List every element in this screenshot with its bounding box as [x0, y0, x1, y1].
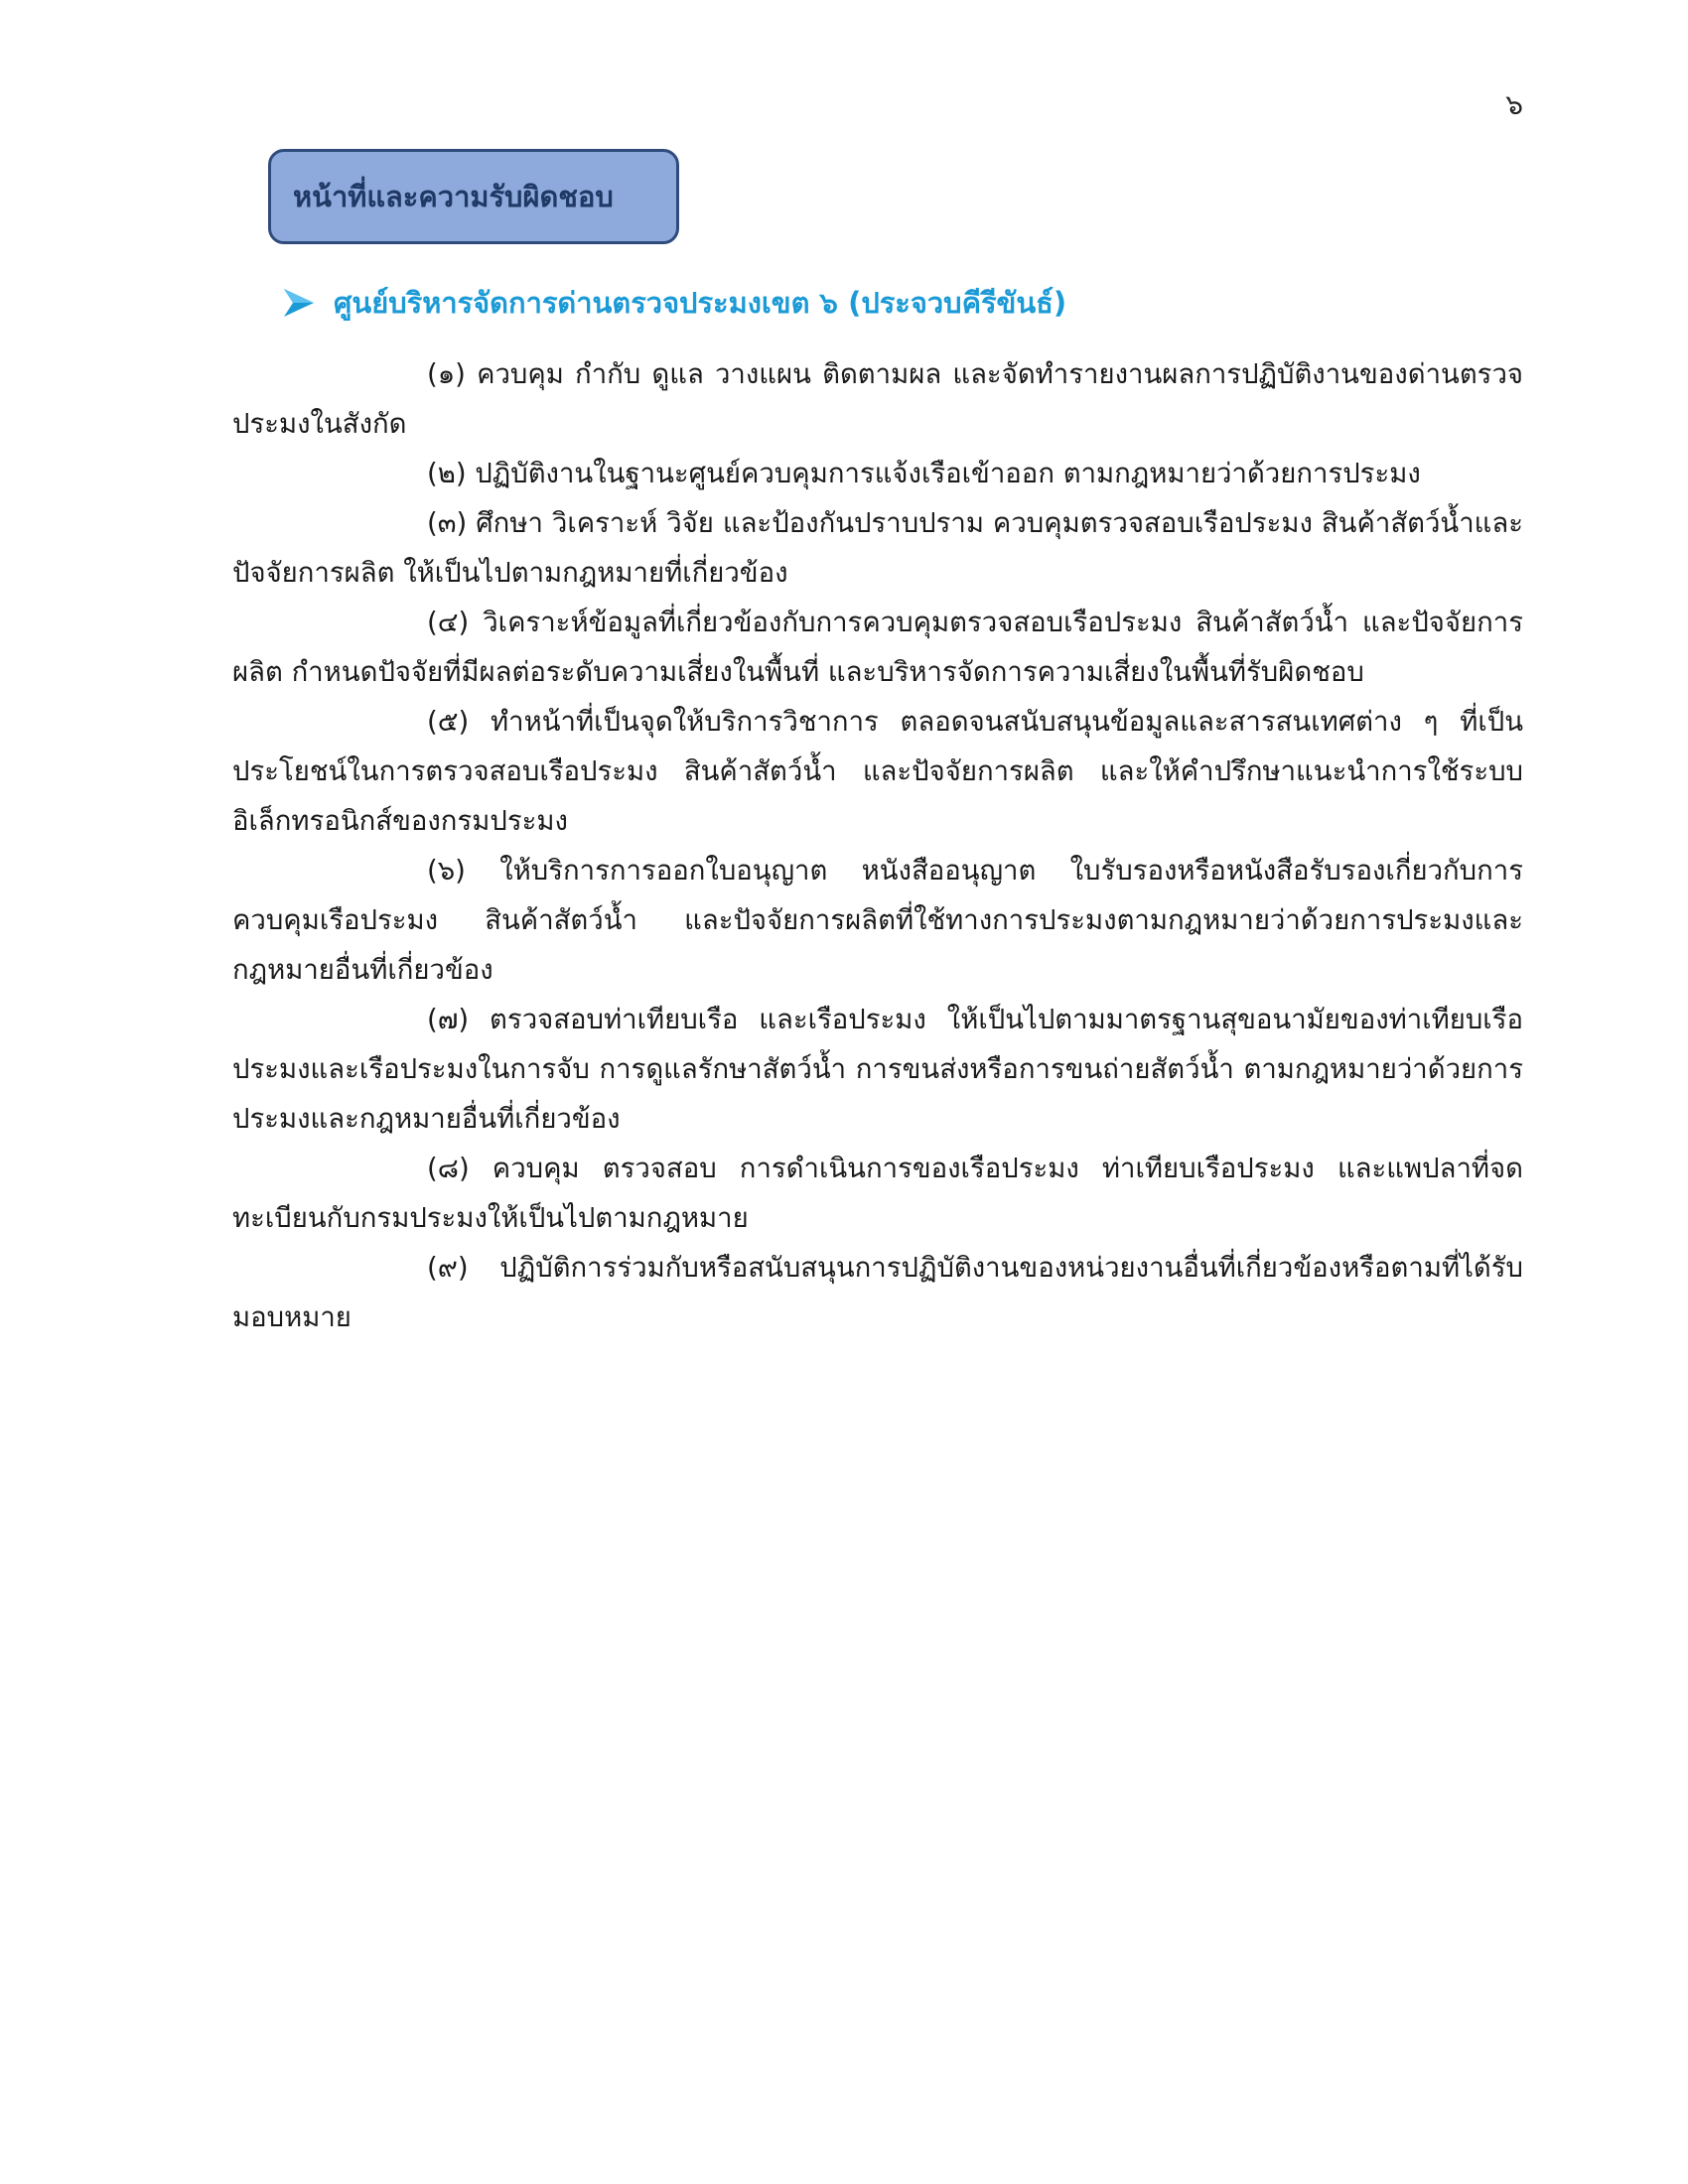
section-title-box [268, 149, 679, 244]
section-title: หน้าที่และความรับผิดชอบ [293, 180, 614, 213]
duty-item: (๗) ตรวจสอบท่าเทียบเรือ และเรือประมง ให้เป็นไปตามมาตรฐานสุขอนามัยของท่าเทียบเรือประมงและเรือประมงในการจับ การดูแลรักษาสัตว์น้ำ การขนส่งหรือการขนถ่ายสัตว์น้ำ ตามกฎหมายว่าด้วยการประมงและกฎหมายอื่นที่เกี่ยวข้อง [232, 1004, 1523, 1135]
duty-item: (๘) ควบคุม ตรวจสอบ การดำเนินการของเรือประมง ท่าเทียบเรือประมง และแพปลาที่จดทะเบียนกับกรมประมงให้เป็นไปตามกฎหมาย [232, 1153, 1523, 1234]
duties-list [232, 349, 1523, 1342]
unit-title: ศูนย์บริหารจัดการด่านตรวจประมงเขต ๖ (ประจวบคีรีขันธ์) [334, 286, 1067, 320]
duty-item: (๖) ให้บริการการออกใบอนุญาต หนังสืออนุญาต ใบรับรองหรือหนังสือรับรองเกี่ยวกับการควบคุมเรือประมง สินค้าสัตว์น้ำ และปัจจัยการผลิตที่ใช้ทางการประมงตามกฎหมายว่าด้วยการประมงและกฎหมายอื่นที่เกี่ยวข้อง [232, 855, 1523, 986]
page-number: ๖ [1505, 88, 1523, 121]
duty-item: (๔) วิเคราะห์ข้อมูลที่เกี่ยวข้องกับการควบคุมตรวจสอบเรือประมง สินค้าสัตว์น้ำ และปัจจัยการผลิต กำหนดปัจจัยที่มีผลต่อระดับความเสี่ยงในพื้นที่ และบริหารจัดการความเสี่ยงในพื้นที่รับผิดชอบ [232, 607, 1523, 688]
unit-heading [282, 280, 1066, 326]
duty-item: (๒) ปฏิบัติงานในฐานะศูนย์ควบคุมการแจ้งเรือเข้าออก ตามกฎหมายว่าด้วยการประมง [427, 458, 1421, 489]
duty-item: (๕) ทำหน้าที่เป็นจุดให้บริการวิชาการ ตลอดจนสนับสนุนข้อมูลและสารสนเทศต่าง ๆ ที่เป็นประโยชน์ในการตรวจสอบเรือประมง สินค้าสัตว์น้ำ และปัจจัยการผลิต และให้คำปรึกษาแนะนำการใช้ระบบอิเล็กทรอนิกส์ของกรมประมง [232, 706, 1523, 837]
duty-item: (๑) ควบคุม กำกับ ดูแล วางแผน ติดตามผล และจัดทำรายงานผลการปฏิบัติงานของด่านตรวจประมงในสังกัด [232, 358, 1523, 440]
duty-item: (๙) ปฏิบัติการร่วมกับหรือสนับสนุนการปฏิบัติงานของหน่วยงานอื่นที่เกี่ยวข้องหรือตามที่ได้รับมอบหมาย [232, 1252, 1523, 1333]
duty-item: (๓) ศึกษา วิเคราะห์ วิจัย และป้องกันปราบปราม ควบคุมตรวจสอบเรือประมง สินค้าสัตว์น้ำและปัจจัยการผลิต ให้เป็นไปตามกฎหมายที่เกี่ยวข้อง [232, 507, 1523, 589]
arrow-bullet-icon [282, 287, 316, 319]
